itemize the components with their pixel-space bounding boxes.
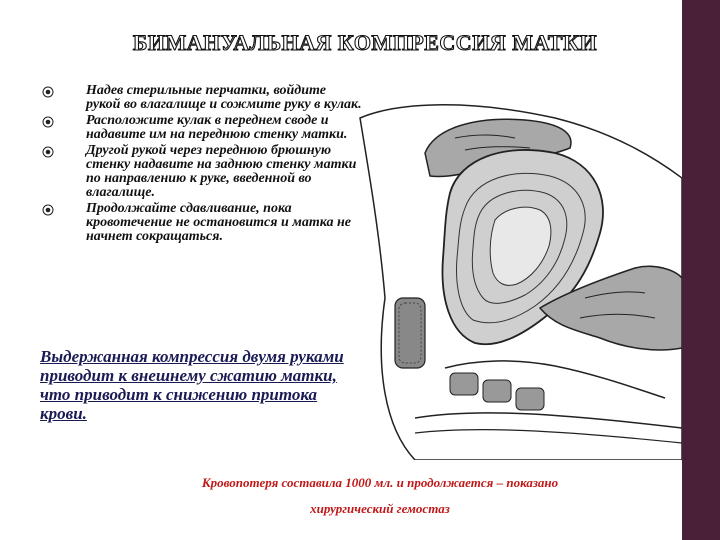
- instruction-list: [42, 84, 362, 246]
- anatomical-illustration: [355, 98, 682, 460]
- blood-loss-note: [110, 470, 650, 522]
- list-item: [42, 84, 362, 112]
- list-item: [42, 114, 362, 142]
- list-item-text: Расположите кулак в переднем своде и надавите им на переднюю стенку матки.: [86, 113, 348, 142]
- list-item: [42, 144, 362, 200]
- list-item-text: Продолжайте сдавливание, пока кровотечение не остановится и матка не начнет сокращаться.: [86, 201, 351, 244]
- note-line: Кровопотеря составила 1000 мл. и продолжается – показано: [201, 475, 559, 490]
- circled-dot-icon: [42, 116, 54, 128]
- summary-text: Выдержанная компрессия двумя руками приводит к внешнему сжатию матки, что приводит к снижению притока крови.: [40, 347, 344, 423]
- decorative-side-bar: [682, 0, 720, 540]
- list-item-text: Другой рукой через переднюю брюшную стенку надавите на заднюю стенку матки по направлению к руке, введенной во влагалище.: [86, 143, 357, 200]
- circled-dot-icon: [42, 86, 54, 98]
- slide-title: БИМАНУАЛЬНАЯ КОМПРЕССИЯ МАТКИ: [132, 30, 598, 55]
- circled-dot-icon: [42, 146, 54, 158]
- list-item: [42, 202, 362, 244]
- circled-dot-icon: [42, 204, 54, 216]
- list-item-text: Надев стерильные перчатки, войдите рукой во влагалище и сожмите руку в кулак.: [86, 83, 362, 112]
- note-line: хирургический гемостаз: [310, 501, 450, 516]
